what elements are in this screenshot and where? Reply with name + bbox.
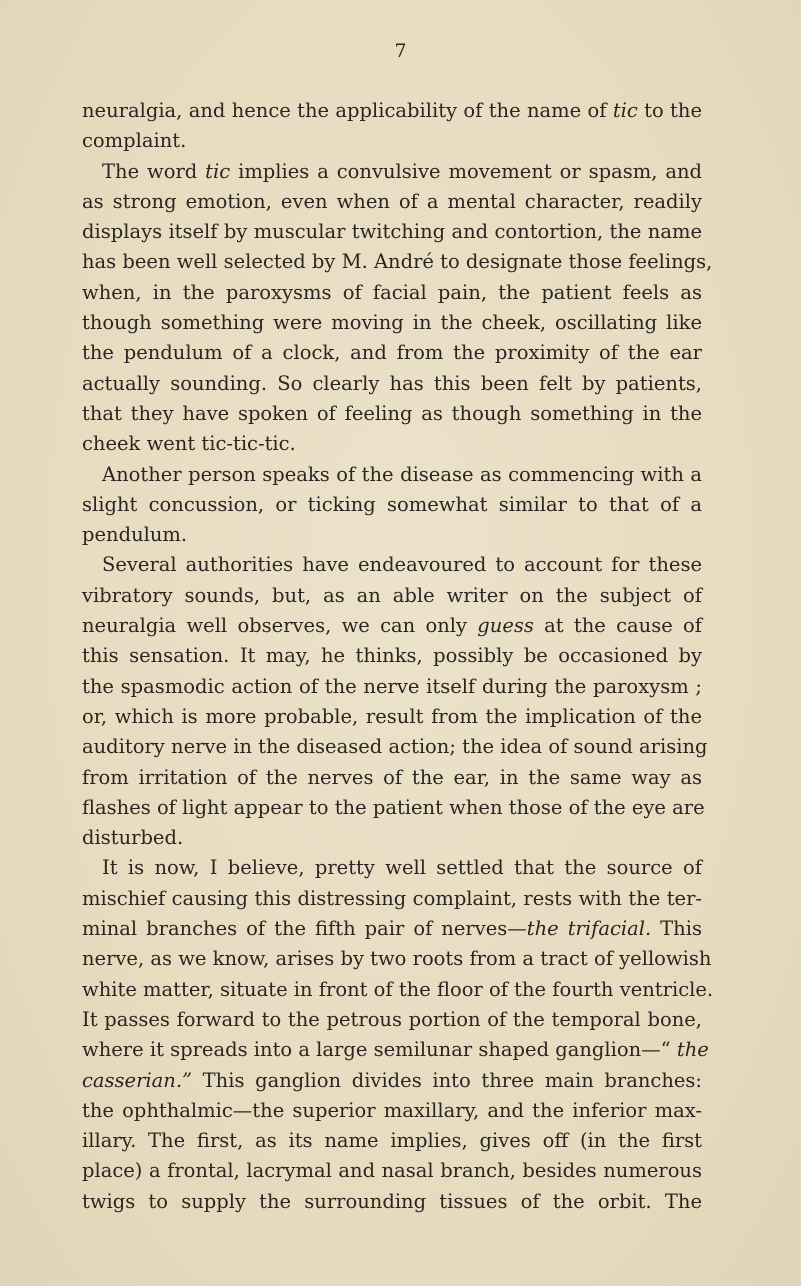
text-line: cheek went tic-tic-tic. xyxy=(82,432,296,456)
text-line: neuralgia well observes, we can only guess at the cause of xyxy=(82,614,702,638)
text-line: illary. The first, as its name implies, gives off (in the first xyxy=(82,1129,702,1153)
text-line: place) a frontal, lacrymal and nasal branch, besides numerous xyxy=(82,1159,702,1183)
text-line: where it spreads into a large semilunar shaped ganglion—“ the xyxy=(82,1038,709,1062)
text-line: The word tic implies a convulsive movement or spasm, and xyxy=(102,159,702,183)
text-line: disturbed. xyxy=(82,826,184,850)
text-line: mischief causing this distressing complaint, rests with the ter- xyxy=(82,886,702,910)
text-line: has been well selected by M. André to designate those feelings, xyxy=(82,250,713,274)
text-line: this sensation. It may, he thinks, possibly be occasioned by xyxy=(82,644,702,668)
page-number: 7 xyxy=(394,40,407,62)
text-line: casserian.” This ganglion divides into three main branches: xyxy=(82,1068,702,1092)
text-line: pendulum. xyxy=(82,523,188,547)
text-line: as strong emotion, even when of a mental character, readily xyxy=(82,189,702,213)
text-line: displays itself by muscular twitching and contortion, the name xyxy=(82,220,702,244)
text-line: auditory nerve in the diseased action; the idea of sound arising xyxy=(82,735,708,759)
text-line: It passes forward to the petrous portion of the temporal bone, xyxy=(82,1007,702,1031)
text-line: slight concussion, or ticking somewhat similar to that of a xyxy=(82,492,702,516)
text-line: Several authorities have endeavoured to account for these xyxy=(102,553,702,577)
text-line: or, which is more probable, result from the implication of the xyxy=(82,704,702,728)
text-line: the spasmodic action of the nerve itself during the paroxysm ; xyxy=(82,674,702,698)
text-line: neuralgia, and hence the applicability of the name of tic to the xyxy=(82,99,702,122)
text-line: the ophthalmic—the superior maxillary, and the inferior max- xyxy=(82,1098,702,1122)
text-line: flashes of light appear to the patient when those of the eye are xyxy=(82,795,705,819)
text-line: vibratory sounds, but, as an able writer on the subject of xyxy=(82,583,702,607)
text-line: the pendulum of a clock, and from the proximity of the ear xyxy=(82,341,702,365)
text-line: when, in the paroxysms of facial pain, the patient feels as xyxy=(82,280,702,304)
text-line: minal branches of the fifth pair of nerves—the trifacial. This xyxy=(82,917,702,941)
text-line: Another person speaks of the disease as commencing with a xyxy=(102,462,702,486)
text-line: nerve, as we know, arises by two roots from a tract of yellowish xyxy=(82,947,712,971)
text-line: from irritation of the nerves of the ear, in the same way as xyxy=(82,765,702,789)
text-line: complaint. xyxy=(82,129,187,153)
text-line: white matter, situate in front of the floor of the fourth ventricle. xyxy=(82,977,714,1001)
text-line: twigs to supply the surrounding tissues of the orbit. The xyxy=(82,1189,702,1213)
text-line: though something were moving in the cheek, oscillating like xyxy=(82,311,702,335)
text-line: actually sounding. So clearly has this been felt by patients, xyxy=(82,371,702,395)
text-line: that they have spoken of feeling as though something in the xyxy=(82,401,702,425)
body-text xyxy=(82,96,714,1217)
text-line: It is now, I believe, pretty well settled that the source of xyxy=(102,856,702,880)
